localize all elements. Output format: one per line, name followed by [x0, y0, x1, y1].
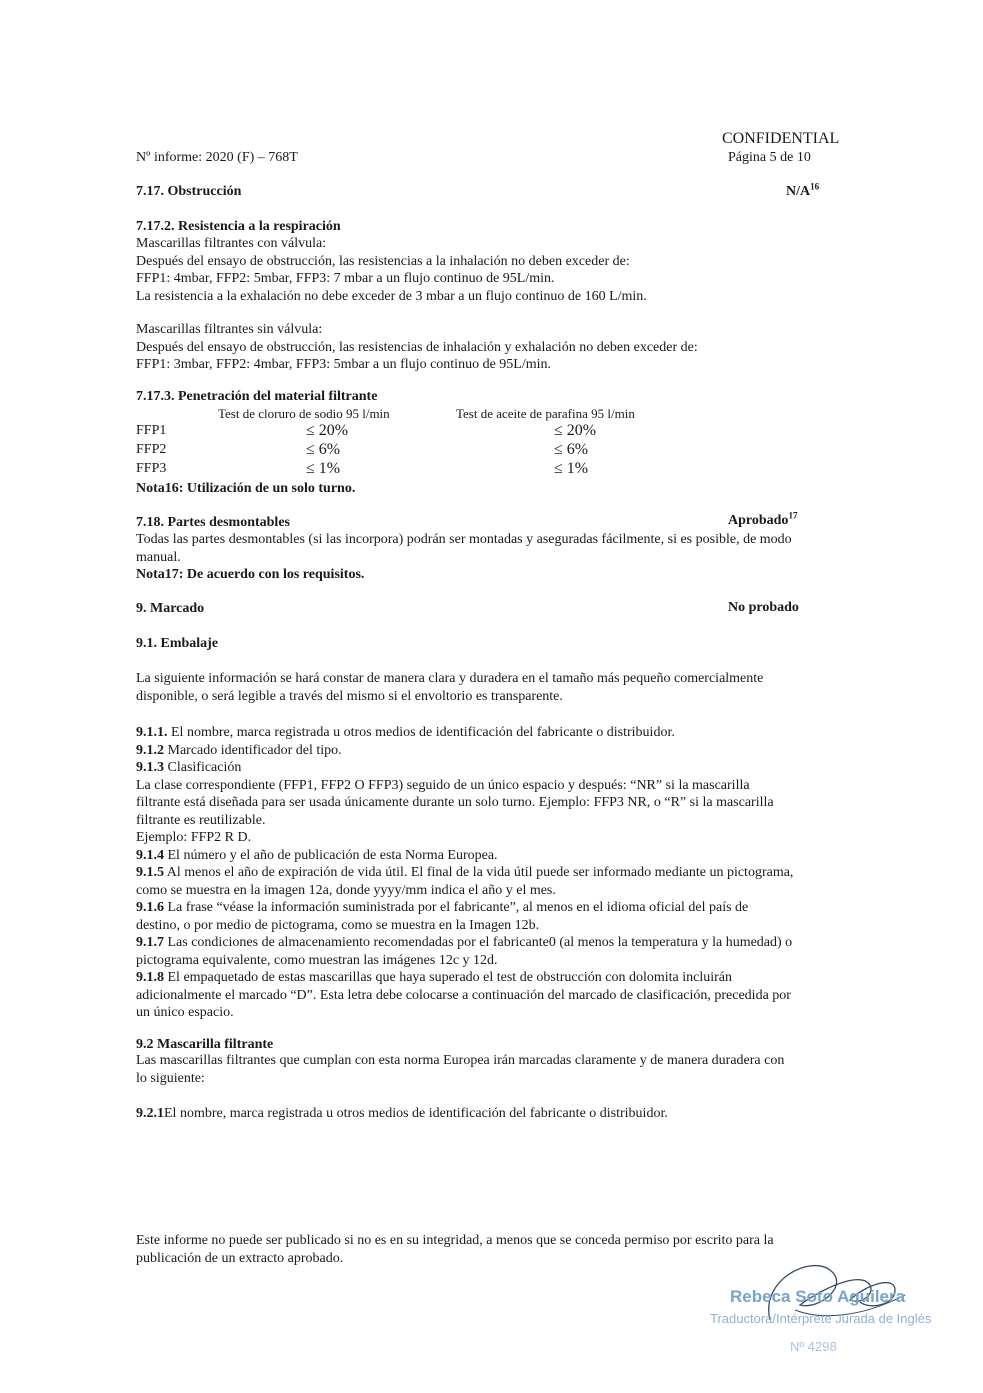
section-9-result: No probado	[728, 600, 799, 615]
body-line: disponible, o será legible a través del mismo si el envoltorio es transparente.	[136, 688, 563, 704]
body-line: lo siguiente:	[136, 1070, 205, 1086]
body-line: La siguiente información se hará constar de manera clara y duradera en el tamaño más pequeño comercialmente	[136, 671, 764, 686]
body-line: Mascarillas filtrantes con válvula:	[136, 236, 327, 251]
body-line: Después del ensayo de obstrucción, las resistencias a la inhalación no deben exceder de:	[136, 253, 630, 269]
section-7-18-result: Aprobado$^{17}$	[728, 510, 798, 528]
body-line: FFP1: 4mbar, FFP2: 5mbar, FFP3: 7 mbar a un flujo continuo de 95L/min.	[136, 271, 555, 286]
table-cell-class: FFP2	[136, 442, 167, 457]
table-cell-sodium: ≤ 20%	[306, 422, 349, 439]
item-9-1-7: 9.1.7 Las condiciones de almacenamiento recomendadas por el fabricante0 (al menos la temperatura y la humedad) o	[136, 935, 793, 950]
body-line: un único espacio.	[136, 1005, 234, 1020]
table-cell-class: FFP1	[136, 423, 167, 438]
table-header-sodium: Test de cloruro de sodio 95 l/min	[218, 406, 390, 421]
body-line: Mascarillas filtrantes sin válvula:	[136, 322, 323, 337]
body-line: adicionalmente el marcado “D”. Esta letra debe colocarse a continuación del marcado de clasificación, precedida por	[136, 987, 791, 1003]
section-7-18-body	[136, 531, 848, 566]
item-9-1-4: 9.1.4 El número y el año de publicación de esta Norma Europea.	[136, 847, 498, 863]
item-9-1-3: 9.1.3 Clasificación	[136, 760, 242, 775]
section-7-17-result: $N/A^{16}$	[786, 181, 820, 199]
section-9-2-body	[136, 1052, 848, 1087]
body-line: Después del ensayo de obstrucción, las resistencias de inhalación y exhalación no deben exceder de:	[136, 339, 698, 355]
section-7-18-title: 7.18. Partes desmontables	[136, 515, 290, 530]
body-line: manual.	[136, 549, 181, 565]
item-9-1-6: 9.1.6 La frase “véase la información suministrada por el fabricante”, al menos en el idioma oficial del país de	[136, 900, 749, 915]
note-16: Nota16: Utilización de un solo turno.	[136, 481, 356, 496]
section-9-1-items	[136, 724, 848, 1022]
section-7-17-3-title: 7.17.3. Penetración del material filtrante	[136, 389, 378, 404]
section-9-1-title: 9.1. Embalaje	[136, 636, 219, 651]
table-cell-paraffin: ≤ 6%	[554, 441, 589, 458]
body-line: pictograma equivalente, como muestran las imágenes 12c y 12d.	[136, 952, 498, 968]
section-9-1-intro	[136, 670, 848, 705]
item-9-1-8: 9.1.8 El empaquetado de estas mascarillas que haya superado el test de obstrucción con dolomita incluirán	[136, 970, 732, 985]
section-7-17-title: 7.17. Obstrucción	[136, 184, 242, 199]
body-line: La clase correspondiente (FFP1, FFP2 O FFP3) seguido de un único espacio y después: “NR” si la mascarilla	[136, 777, 750, 793]
body-line: Todas las partes desmontables (si las incorpora) podrán ser montadas y aseguradas fácilmente, si es posible, de modo	[136, 532, 792, 547]
table-cell-paraffin: ≤ 20%	[554, 422, 597, 439]
body-line: Ejemplo: FFP2 R D.	[136, 830, 252, 845]
note-17: Nota17: De acuerdo con los requisitos.	[136, 567, 365, 582]
body-line: filtrante está diseñada para ser usada únicamente durante un solo turno. Ejemplo: FFP3 NR, o “R” si la mascarilla	[136, 795, 774, 810]
body-line: publicación de un extracto aprobado.	[136, 1250, 344, 1266]
page-number: Página 5 de 10	[728, 150, 811, 165]
stamp-role: Traductora/Intérprete Jurada de Inglés	[710, 1311, 932, 1326]
item-9-2-1: 9.2.1El nombre, marca registrada u otros medios de identificación del fabricante o distribuidor.	[136, 1106, 668, 1121]
table-cell-class: FFP3	[136, 461, 167, 476]
section-7-17-2-title: 7.17.2. Resistencia a la respiración	[136, 219, 341, 234]
section-7-17-2-body	[136, 235, 848, 305]
section-9-2-title: 9.2 Mascarilla filtrante	[136, 1037, 274, 1052]
body-line: destino, o por medio de pictograma, como se muestra en la Imagen 12b.	[136, 917, 540, 933]
section-9-title: 9. Marcado	[136, 601, 205, 616]
body-line: La resistencia a la exhalación no debe exceder de 3 mbar a un flujo continuo de 160 L/min.	[136, 288, 647, 304]
item-9-1-1: 9.1.1. El nombre, marca registrada u otros medios de identificación del fabricante o distribuidor.	[136, 725, 675, 740]
section-7-17-2-body-no-valve	[136, 321, 848, 374]
body-line: Este informe no puede ser publicado si no es en su integridad, a menos que se conceda permiso por escrito para la	[136, 1233, 774, 1248]
body-line: Las mascarillas filtrantes que cumplan con esta norma Europea irán marcadas claramente y de manera duradera con	[136, 1053, 785, 1068]
item-9-1-2: 9.1.2 Marcado identificador del tipo.	[136, 742, 342, 758]
stamp-name: Rebeca Soto Aguilera	[730, 1287, 906, 1306]
table-header-paraffin: Test de aceite de parafina 95 l/min	[456, 406, 635, 421]
body-line: filtrante es reutilizable.	[136, 812, 266, 828]
body-line: FFP1: 3mbar, FFP2: 4mbar, FFP3: 5mbar a un flujo continuo de 95L/min.	[136, 357, 552, 372]
stamp-number: Nº 4298	[790, 1339, 837, 1354]
table-cell-sodium: ≤ 6%	[306, 441, 341, 458]
table-cell-sodium: ≤ 1%	[306, 460, 341, 477]
translator-stamp	[700, 1250, 950, 1370]
body-line: como se muestra en la imagen 12a, donde yyyy/mm indica el año y el mes.	[136, 882, 556, 898]
table-cell-paraffin: ≤ 1%	[554, 460, 589, 477]
item-9-1-5: 9.1.5 Al menos el año de expiración de vida útil. El final de la vida útil puede ser informado mediante un pictograma,	[136, 865, 794, 880]
report-number: Nº informe: 2020 (F) – 768T	[136, 150, 298, 165]
confidential-label: CONFIDENTIAL	[722, 130, 840, 147]
